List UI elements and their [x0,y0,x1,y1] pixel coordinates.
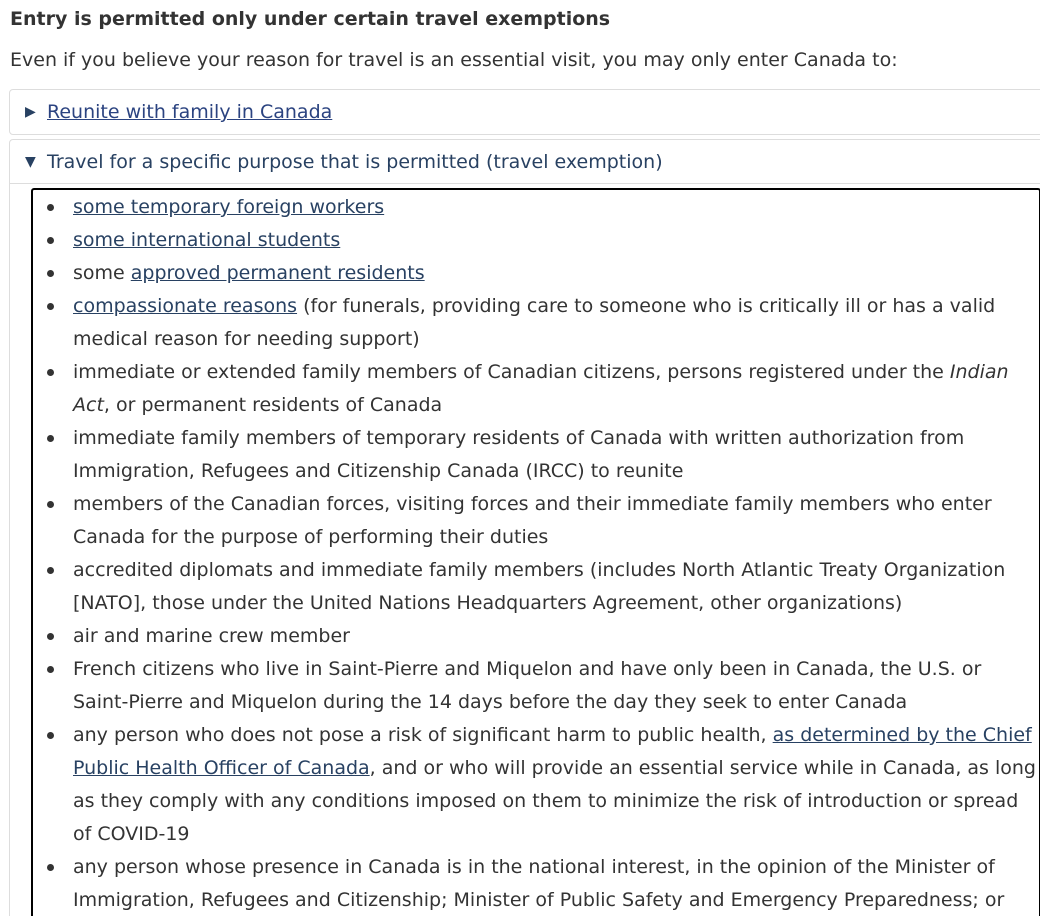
compassionate-reasons-link[interactable]: compassionate reasons [73,295,298,317]
list-item-text: immediate or extended family members of Canadian citizens, persons registered under the [73,361,950,383]
reunite-family-link[interactable]: Reunite with family in Canada [47,101,333,123]
list-item-text: some [73,262,131,284]
list-item-text: , or permanent residents of Canada [103,394,443,416]
list-item [43,257,1038,290]
summary-reunite-family[interactable] [10,90,1040,134]
list-item [43,554,1038,620]
list-item-text: air and marine crew member [73,625,350,647]
details-reunite-family [9,89,1040,135]
list-item [43,191,1038,224]
indian-act-text: Indian Act [73,361,1009,416]
list-item [43,290,1038,356]
list-item-text: , and or who will provide an essential service while in Canada, as long as they comply with any conditions imposed on them to minimize the risk of introduction or spread of COVID-19 [73,757,1036,845]
list-item [43,488,1038,554]
exemptions-list [43,191,1038,916]
approved-permanent-residents-link[interactable]: approved permanent residents [130,262,425,284]
triangle-right-icon: ▶ [25,104,36,120]
list-item [43,719,1038,851]
list-item [43,422,1038,488]
list-item-text: members of the Canadian forces, visiting forces and their immediate family members who enter Canada for the purpose of performing their duties [73,493,992,548]
list-item-text: accredited diplomats and immediate family members (includes North Atlantic Treaty Organization [NATO], those under the United Nations Headquarters Agreement, other organizations) [73,559,1006,614]
list-item [43,356,1038,422]
international-students-link[interactable]: some international students [73,229,341,251]
list-item [43,224,1038,257]
list-item-text: (for funerals, providing care to someone who is critically ill or has a valid medical reason for needing support) [73,295,996,350]
intro-text: Even if you believe your reason for travel is an essential visit, you may only enter Canada to: [10,49,898,71]
travel-exemption-summary-label: Travel for a specific purpose that is permitted (travel exemption) [47,150,663,173]
list-item-text: French citizens who live in Saint-Pierre and Miquelon and have only been in Canada, the U.S. or Saint-Pierre and Miquelon during the 14 days before the day they seek to enter Canada [73,658,982,713]
triangle-down-icon: ▼ [25,153,36,170]
summary-travel-exemption[interactable] [10,140,1040,184]
list-item [43,620,1038,653]
list-item-text: any person who does not pose a risk of significant harm to public health, [73,724,773,746]
list-item [43,653,1038,719]
list-item-text: immediate family members of temporary residents of Canada with written authorization from Immigration, Refugees and Citizenship Canada (IRCC) to reunite [73,427,965,482]
temporary-foreign-workers-link[interactable]: some temporary foreign workers [73,196,385,218]
exemptions-panel [31,188,1040,916]
chief-public-health-officer-link[interactable]: as determined by the Chief Public Health Officer of Canada [73,724,1032,779]
list-item [43,851,1038,916]
page-title: Entry is permitted only under certain travel exemptions [10,8,611,30]
details-travel-exemption [9,139,1040,916]
list-item-text: any person whose presence in Canada is in the national interest, in the opinion of the Minister of Immigration, Refugees and Citizenship; Minister of Public Safety and Emergency Preparedness; or [73,856,1005,911]
